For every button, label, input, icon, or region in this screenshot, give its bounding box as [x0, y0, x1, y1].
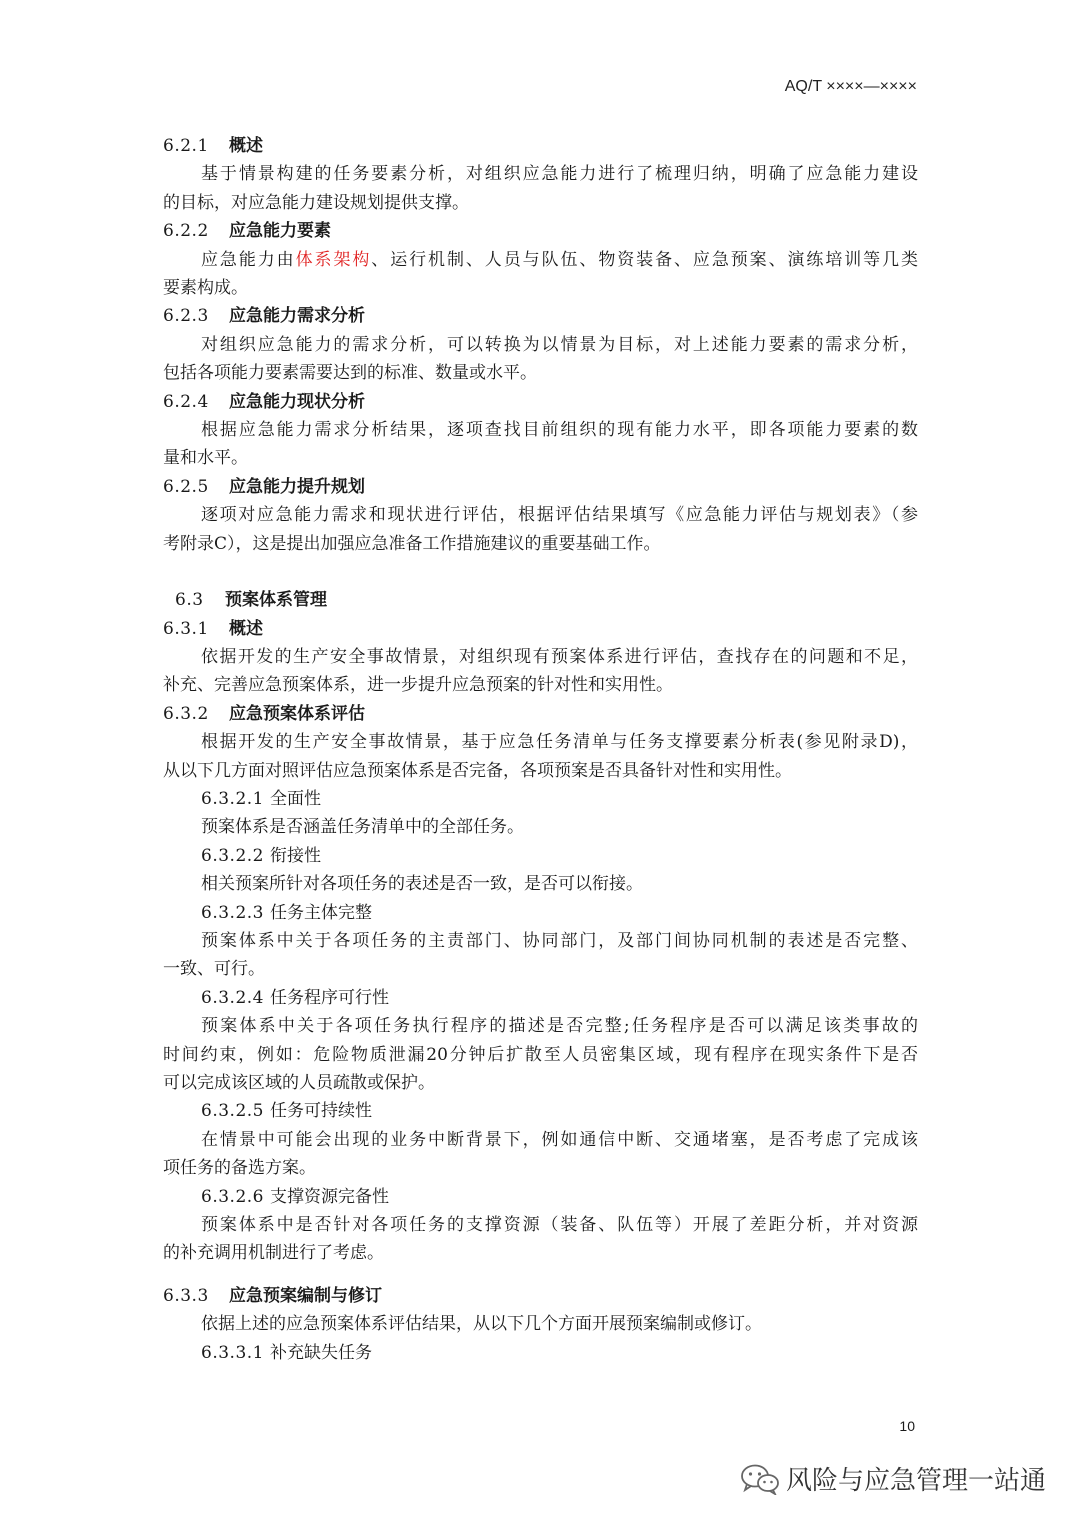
paragraph-line: 预案体系是否涵盖任务清单中的全部任务。	[201, 817, 524, 838]
subsection-number: 6.3.2.1	[201, 788, 264, 809]
subsection-number: 6.3.2.6	[201, 1186, 264, 1207]
section-number: 6.2.1	[163, 136, 209, 156]
section-6-3-1-heading	[163, 615, 918, 643]
subsection-title: 任务主体完整	[269, 902, 372, 923]
subsection-title: 支撑资源完备性	[269, 1186, 389, 1207]
paragraph-line: 的补充调用机制进行了考虑。	[163, 1243, 384, 1264]
subsection-number: 6.3.2.5	[201, 1101, 264, 1122]
paragraph-line: 根据应急能力需求分析结果，逐项查找目前组织的现有能力水平，即各项能力要素的数	[201, 420, 918, 441]
section-title: 概述	[229, 136, 263, 156]
section-title: 应急预案编制与修订	[229, 1285, 382, 1306]
watermark	[740, 1460, 1046, 1497]
section-number: 6.3.1	[163, 618, 209, 639]
paragraph-line: 对组织应急能力的需求分析，可以转换为以情景为目标，对上述能力要素的需求分析，	[201, 334, 918, 355]
section-title: 预案体系管理	[225, 590, 327, 611]
section-6-2-2-heading	[163, 217, 918, 245]
text-span: 、运行机制、人员与队伍、物资装备、应急预案、演练培训等几类	[371, 249, 919, 270]
subsection-title: 补充缺失任务	[269, 1342, 372, 1363]
subsection-number: 6.3.2.4	[201, 987, 264, 1008]
subsection-title: 任务可持续性	[269, 1101, 372, 1122]
section-6-3-2-heading	[163, 700, 918, 728]
paragraph-line: 时间约束，例如：危险物质泄漏20分钟后扩散至人员密集区域，现有程序在现实条件下是否	[163, 1044, 918, 1065]
paragraph-line: 考附录C），这是提出加强应急准备工作措施建议的重要基础工作。	[163, 533, 661, 554]
subsection-6-3-3-1-heading	[163, 1339, 918, 1367]
paragraph-line: 在情景中可能会出现的业务中断背景下，例如通信中断、交通堵塞，是否考虑了完成该	[201, 1129, 918, 1150]
paragraph-line: 预案体系中是否针对各项任务的支撑资源（装备、队伍等）开展了差距分析，并对资源	[201, 1215, 918, 1236]
section-6-2-5-heading	[163, 473, 918, 501]
subsection-6-3-2-4-heading	[163, 984, 918, 1012]
subsection-6-3-2-3-heading	[163, 899, 918, 927]
paragraph-line: 可以完成该区域的人员疏散或保护。	[163, 1073, 435, 1093]
section-6-2-4-heading	[163, 388, 918, 416]
page-body	[163, 132, 918, 1367]
paragraph-line: 相关预案所针对各项任务的表述是否一致，是否可以衔接。	[201, 874, 643, 895]
paragraph-line: 的目标，对应急能力建设规划提供支撑。	[163, 192, 469, 213]
section-title: 应急能力要素	[229, 221, 331, 242]
paragraph-line: 预案体系中关于各项任务执行程序的描述是否完整;任务程序是否可以满足该类事故的	[201, 1016, 918, 1037]
paragraph-line: 预案体系中关于各项任务的主责部门、协同部门，及部门间协同机制的表述是否完整、	[201, 930, 918, 951]
section-title: 概述	[229, 618, 263, 639]
section-number: 6.2.2	[163, 221, 209, 242]
paragraph-line: 要素构成。	[163, 278, 248, 299]
paragraph-line: 从以下几方面对照评估应急预案体系是否完备，各项预案是否具备针对性和实用性。	[163, 760, 792, 781]
paragraph-line: 逐项对应急能力需求和现状进行评估，根据评估结果填写《应急能力评估与规划表》（参	[201, 505, 918, 526]
section-6-2-1-heading	[163, 132, 918, 160]
subsection-title: 衔接性	[269, 845, 321, 866]
section-6-3-heading	[163, 586, 918, 614]
paragraph-line	[163, 246, 918, 274]
section-title: 应急能力现状分析	[229, 391, 365, 412]
paragraph-line: 根据开发的生产安全事故情景，基于应急任务清单与任务支撑要素分析表(参见附录D)，	[201, 732, 918, 753]
subsection-title: 任务程序可行性	[269, 987, 389, 1008]
subsection-6-3-2-6-heading	[163, 1183, 918, 1211]
subsection-6-3-2-5-heading	[163, 1097, 918, 1125]
section-6-3-3-heading	[163, 1282, 918, 1310]
wechat-icon	[740, 1463, 780, 1495]
paragraph-line: 依据上述的应急预案体系评估结果，从以下几个方面开展预案编制或修订。	[201, 1314, 762, 1335]
section-number: 6.2.5	[163, 476, 209, 497]
section-number: 6.2.3	[163, 306, 209, 327]
section-number: 6.3	[175, 590, 204, 611]
text-span: 应急能力由	[201, 249, 296, 270]
subsection-6-3-2-1-heading	[163, 785, 918, 813]
highlighted-term: 体系架构	[295, 249, 372, 270]
subsection-number: 6.3.2.2	[201, 845, 264, 866]
section-title: 应急能力需求分析	[229, 306, 365, 327]
subsection-6-3-2-2-heading	[163, 842, 918, 870]
paragraph-line: 一致、可行。	[163, 959, 265, 980]
section-number: 6.3.2	[163, 703, 209, 724]
watermark-text: 风险与应急管理一站通	[785, 1466, 1046, 1496]
paragraph-line: 依据开发的生产安全事故情景，对组织现有预案体系进行评估，查找存在的问题和不足，	[201, 646, 918, 667]
paragraph-line: 量和水平。	[163, 448, 248, 469]
section-title: 应急能力提升规划	[229, 476, 365, 497]
section-6-2-3-heading	[163, 302, 918, 330]
paragraph-line: 包括各项能力要素需要达到的标准、数量或水平。	[163, 363, 537, 384]
paragraph-line: 补充、完善应急预案体系，进一步提升应急预案的针对性和实用性。	[163, 675, 673, 696]
subsection-title: 全面性	[269, 788, 321, 809]
section-number: 6.3.3	[163, 1285, 209, 1306]
section-number: 6.2.4	[163, 391, 209, 412]
document-code: AQ/T ××××—××××	[784, 78, 917, 95]
subsection-number: 6.3.3.1	[201, 1342, 264, 1363]
subsection-number: 6.3.2.3	[201, 902, 264, 923]
paragraph-line: 基于情景构建的任务要素分析，对组织应急能力进行了梳理归纳，明确了应急能力建设	[201, 164, 918, 185]
paragraph-line: 项任务的备选方案。	[163, 1158, 316, 1179]
section-title: 应急预案体系评估	[229, 703, 365, 724]
page-number: 10	[899, 1418, 915, 1434]
